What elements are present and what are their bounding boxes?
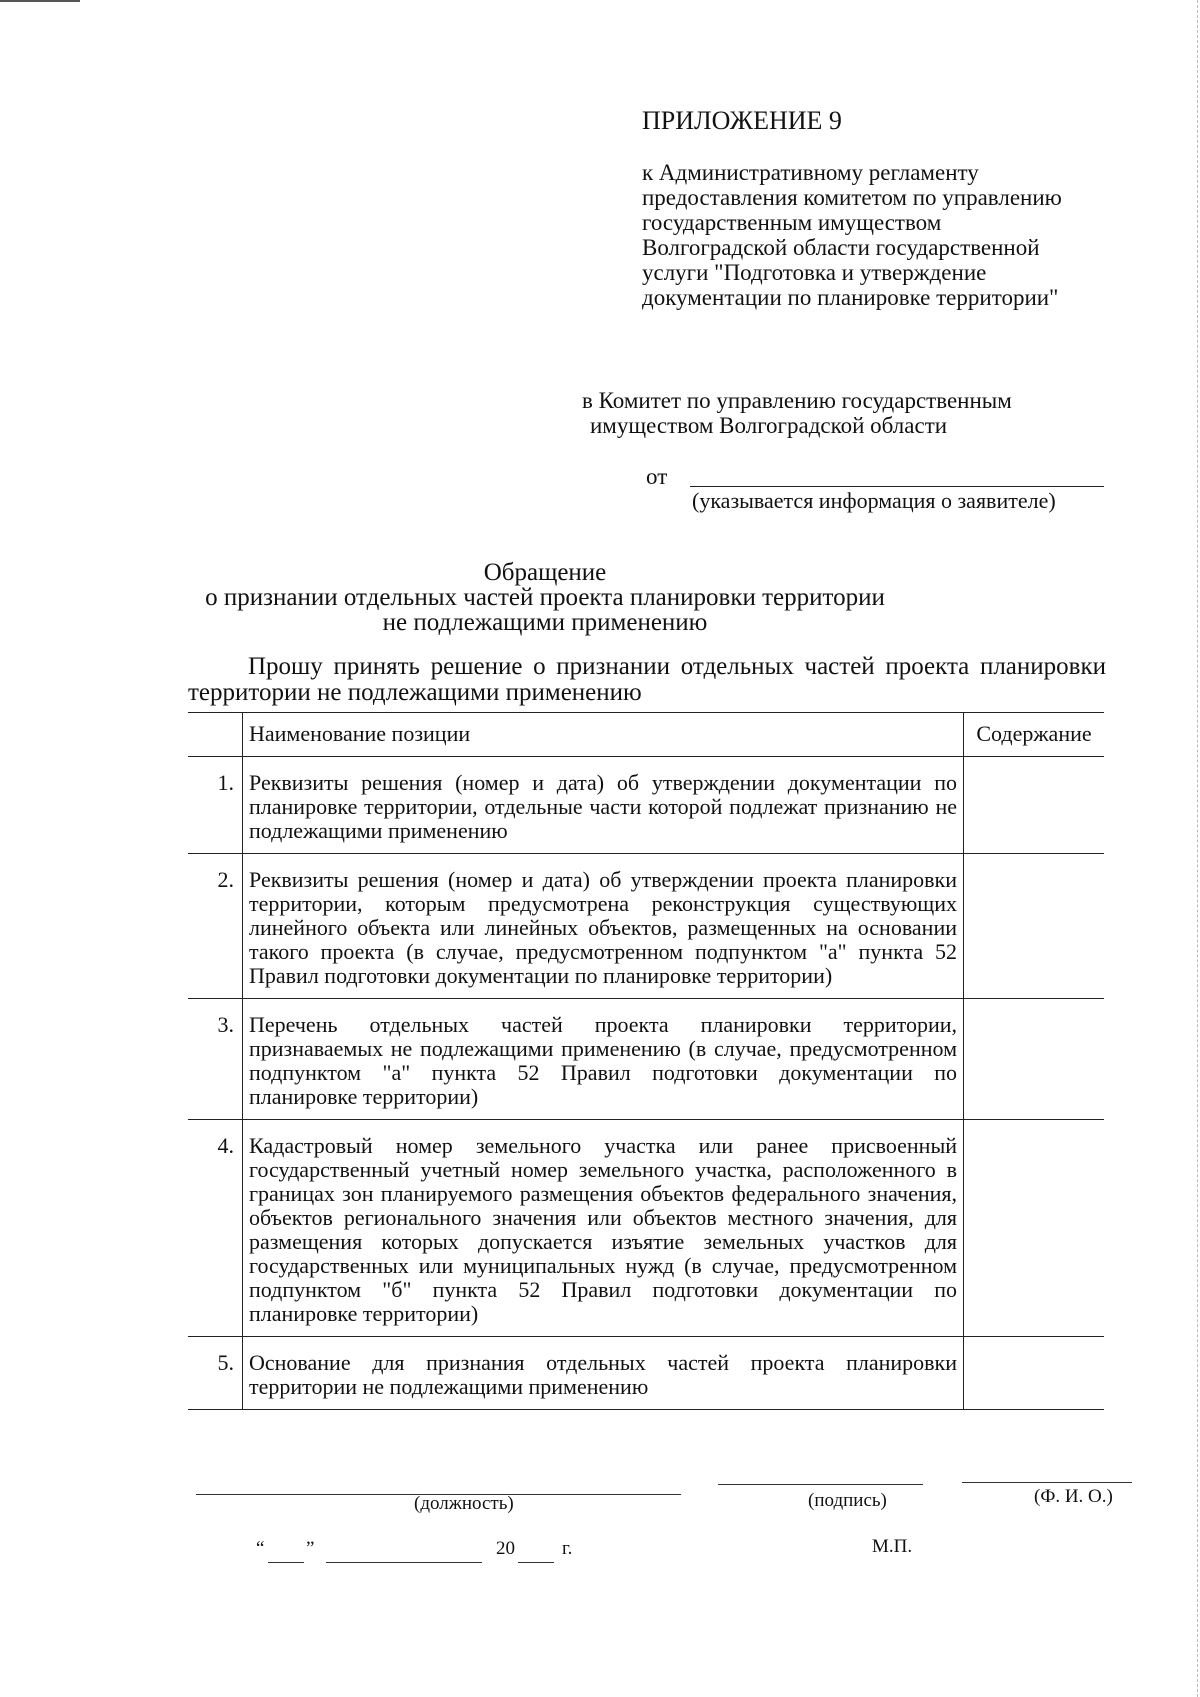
appendix-subtitle-line: услуги "Подготовка и утверждение [642, 260, 987, 285]
date-year-prefix: 20 [496, 1538, 515, 1559]
row-content-field[interactable] [964, 854, 1105, 999]
appendix-subtitle-line: документации по планировке территории" [642, 285, 1059, 310]
row-number: 5. [188, 1337, 243, 1410]
signature-field[interactable] [718, 1484, 923, 1485]
row-content-field[interactable] [964, 757, 1105, 854]
date-open-quote: “ [256, 1538, 265, 1559]
fio-field[interactable] [962, 1482, 1132, 1483]
row-name: Перечень отдельных частей проекта планировки территории, признаваемых не подлежащими применению (в случае, предусмотренном подпунктом "а" пункта 52 Правил подготовки документации по планировке территории) [243, 999, 964, 1120]
header-name: Наименование позиции [243, 713, 964, 757]
row-content-field[interactable] [964, 1337, 1105, 1410]
table-row [188, 1337, 1104, 1410]
table-row [188, 854, 1104, 999]
appendix-subtitle-line: предоставления комитетом по управлению [642, 185, 1062, 210]
positions-table [188, 712, 1104, 1410]
row-number: 2. [188, 854, 243, 999]
row-number: 3. [188, 999, 243, 1120]
header-number [188, 713, 243, 757]
row-name: Реквизиты решения (номер и дата) об утверждении документации по планировке территории, отдельные части которой подлежат признанию не подлежащими применению [243, 757, 964, 854]
header-content: Содержание [964, 713, 1105, 757]
scan-edge-mark [1197, 0, 1198, 1697]
document-title [200, 560, 890, 635]
table-row [188, 999, 1104, 1120]
date-month-field[interactable] [326, 1562, 482, 1563]
date-year-suffix: г. [562, 1538, 573, 1559]
fio-label: (Ф. И. О.) [1034, 1486, 1113, 1507]
signature-label: (подпись) [808, 1490, 887, 1511]
applicant-field[interactable] [690, 486, 1104, 487]
date-year-field[interactable] [518, 1562, 554, 1563]
appendix-subtitle-line: государственным имуществом [642, 210, 942, 235]
appendix-subtitle-line: к Административному регламенту [642, 160, 979, 185]
date-day-field[interactable] [268, 1562, 304, 1563]
row-content-field[interactable] [964, 1120, 1105, 1337]
document-title-line: не подлежащими применению [382, 609, 708, 636]
recipient-line: имуществом Волгоградской области [590, 413, 948, 438]
appendix-subtitle [642, 160, 1112, 310]
request-text: Прошу принять решение о признании отдельных частей проекта планировки территории не подлежащими применению [188, 653, 1106, 706]
stamp-label: М.П. [872, 1536, 913, 1557]
table-row [188, 1120, 1104, 1337]
appendix-title: ПРИЛОЖЕНИЕ 9 [642, 106, 842, 135]
table-header-row [188, 713, 1104, 757]
row-name: Основание для признания отдельных частей проекта планировки территории не подлежащими применению [243, 1337, 964, 1410]
document-title-line: о признании отдельных частей проекта планировки территории [205, 584, 885, 611]
applicant-hint: (указывается информация о заявителе) [692, 488, 1056, 513]
row-name: Реквизиты решения (номер и дата) об утверждении проекта планировки территории, которым предусмотрена реконструкция существующих линейного объекта или линейных объектов, размещенных на основании такого проекта (в случае, предусмотренном подпунктом "а" пункта 52 Правил подготовки документации по планировке территории) [243, 854, 964, 999]
row-number: 1. [188, 757, 243, 854]
row-name: Кадастровый номер земельного участка или ранее присвоенный государственный учетный номер земельного участка, расположенного в границах зон планируемого размещения объектов федерального значения, объектов регионального значения или объектов местного значения, для размещения которых допускается изъятие земельных участков для государственных или муниципальных нужд (в случае, предусмотренном подпунктом "б" пункта 52 Правил подготовки документации по планировке территории) [243, 1120, 964, 1337]
document-title-line: Обращение [483, 559, 607, 586]
appendix-subtitle-line: Волгоградской области государственной [642, 235, 1040, 260]
row-content-field[interactable] [964, 999, 1105, 1120]
recipient-block [582, 388, 1122, 438]
row-number: 4. [188, 1120, 243, 1337]
date-close-quote: ” [306, 1538, 315, 1559]
position-label: (должность) [414, 1493, 514, 1514]
recipient-line: в Комитет по управлению государственным [582, 388, 1012, 413]
table-row [188, 757, 1104, 854]
scan-corner-mark [0, 0, 80, 2]
from-label: от [646, 464, 668, 489]
